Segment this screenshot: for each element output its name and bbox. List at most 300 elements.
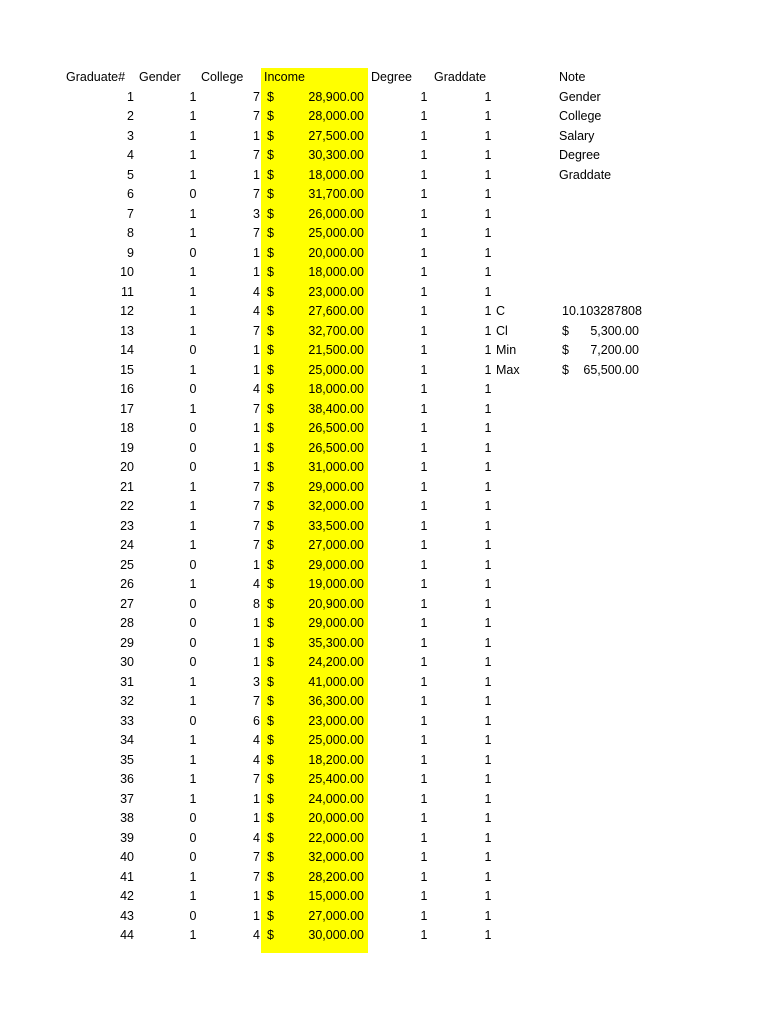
- cell-graduate[interactable]: 21: [120, 479, 134, 494]
- cell-income[interactable]: 29,000.00: [308, 557, 364, 572]
- cell-income-currency[interactable]: $: [267, 362, 274, 377]
- cell-degree[interactable]: 1: [420, 382, 428, 396]
- cell-graduate[interactable]: 2: [127, 109, 134, 123]
- cell-graduate[interactable]: 25: [120, 557, 134, 572]
- cell-gender[interactable]: 1: [189, 265, 197, 279]
- cell-graduate[interactable]: 14: [120, 343, 134, 357]
- cell-degree[interactable]: 1: [420, 421, 428, 435]
- cell-income-currency[interactable]: $: [267, 616, 274, 630]
- cell-income[interactable]: 30,300.00: [308, 148, 364, 162]
- cell-income[interactable]: 27,500.00: [308, 128, 364, 143]
- cell-college[interactable]: 1: [253, 460, 260, 474]
- cell-graduate[interactable]: 24: [120, 538, 134, 552]
- cell-graduate[interactable]: 44: [120, 928, 134, 942]
- cell-college[interactable]: 7: [253, 850, 260, 864]
- cell-graduate[interactable]: 41: [120, 869, 134, 884]
- cell-income-currency[interactable]: $: [267, 401, 274, 416]
- cell-income-currency[interactable]: $: [267, 577, 274, 591]
- cell-income-currency[interactable]: $: [267, 928, 274, 942]
- cell-income[interactable]: 23,000.00: [308, 713, 364, 728]
- cell-gender[interactable]: 1: [189, 791, 197, 806]
- cell-income[interactable]: 33,500.00: [308, 518, 364, 533]
- stat-label[interactable]: Max: [496, 362, 520, 377]
- cell-gender[interactable]: 1: [189, 694, 197, 708]
- cell-degree[interactable]: 1: [420, 538, 428, 552]
- cell-graddate[interactable]: 1: [484, 752, 492, 767]
- cell-graduate[interactable]: 17: [120, 401, 134, 416]
- cell-graduate[interactable]: 3: [127, 128, 134, 143]
- cell-income-currency[interactable]: $: [267, 421, 274, 435]
- cell-graduate[interactable]: 4: [127, 148, 134, 162]
- cell-income-currency[interactable]: $: [267, 850, 274, 864]
- cell-gender[interactable]: 1: [189, 869, 197, 884]
- cell-income[interactable]: 26,500.00: [308, 421, 364, 435]
- cell-income-currency[interactable]: $: [267, 206, 274, 221]
- cell-graduate[interactable]: 12: [120, 304, 134, 318]
- cell-degree[interactable]: 1: [420, 460, 428, 474]
- cell-gender[interactable]: 0: [189, 343, 197, 357]
- cell-income-currency[interactable]: $: [267, 830, 274, 845]
- cell-degree[interactable]: 1: [420, 830, 428, 845]
- cell-college[interactable]: 7: [253, 694, 260, 708]
- cell-graddate[interactable]: 1: [484, 694, 492, 708]
- cell-gender[interactable]: 0: [189, 557, 197, 572]
- cell-degree[interactable]: 1: [420, 635, 428, 650]
- header-graduate[interactable]: Graduate#: [66, 70, 126, 84]
- cell-college[interactable]: 1: [253, 655, 260, 669]
- cell-gender[interactable]: 1: [189, 889, 197, 903]
- header-college[interactable]: College: [201, 70, 244, 84]
- cell-graddate[interactable]: 1: [484, 382, 492, 396]
- cell-income[interactable]: 25,400.00: [308, 772, 364, 786]
- cell-gender[interactable]: 1: [189, 128, 197, 143]
- cell-graddate[interactable]: 1: [484, 421, 492, 435]
- cell-degree[interactable]: 1: [420, 206, 428, 221]
- cell-degree[interactable]: 1: [420, 811, 428, 825]
- cell-income-currency[interactable]: $: [267, 109, 274, 123]
- cell-gender[interactable]: 1: [189, 518, 197, 533]
- cell-graddate[interactable]: 1: [484, 187, 492, 201]
- header-gender[interactable]: Gender: [139, 70, 181, 84]
- cell-income[interactable]: 21,500.00: [308, 343, 364, 357]
- cell-gender[interactable]: 0: [189, 245, 197, 260]
- header-graddate[interactable]: Graddate: [434, 70, 487, 84]
- cell-gender[interactable]: 1: [189, 577, 197, 591]
- cell-degree[interactable]: 1: [420, 304, 428, 318]
- cell-degree[interactable]: 1: [420, 148, 428, 162]
- cell-income-currency[interactable]: $: [267, 557, 274, 572]
- cell-income-currency[interactable]: $: [267, 323, 274, 338]
- cell-income-currency[interactable]: $: [267, 518, 274, 533]
- cell-college[interactable]: 7: [253, 869, 260, 884]
- cell-college[interactable]: 7: [253, 772, 260, 786]
- cell-graddate[interactable]: 1: [484, 908, 492, 923]
- cell-graddate[interactable]: 1: [484, 362, 492, 377]
- note-item[interactable]: Degree: [559, 148, 600, 162]
- cell-graduate[interactable]: 11: [121, 284, 134, 299]
- cell-degree[interactable]: 1: [420, 772, 428, 786]
- cell-college[interactable]: 1: [253, 167, 260, 182]
- cell-graduate[interactable]: 39: [120, 830, 134, 845]
- cell-income-currency[interactable]: $: [267, 226, 274, 240]
- cell-gender[interactable]: 0: [189, 421, 197, 435]
- cell-income-currency[interactable]: $: [267, 382, 274, 396]
- cell-college[interactable]: 4: [253, 304, 260, 318]
- cell-degree[interactable]: 1: [420, 557, 428, 572]
- cell-graddate[interactable]: 1: [484, 148, 492, 162]
- cell-college[interactable]: 1: [253, 811, 260, 825]
- cell-college[interactable]: 7: [253, 323, 260, 338]
- cell-graddate[interactable]: 1: [484, 206, 492, 221]
- cell-income[interactable]: 36,300.00: [308, 694, 364, 708]
- cell-graddate[interactable]: 1: [484, 401, 492, 416]
- cell-gender[interactable]: 0: [189, 713, 197, 728]
- cell-gender[interactable]: 0: [189, 616, 197, 630]
- cell-college[interactable]: 7: [253, 499, 260, 513]
- cell-income[interactable]: 27,000.00: [308, 538, 364, 552]
- cell-income[interactable]: 26,000.00: [308, 206, 364, 221]
- cell-graddate[interactable]: 1: [484, 869, 492, 884]
- cell-graduate[interactable]: 23: [120, 518, 134, 533]
- cell-income-currency[interactable]: $: [267, 674, 274, 689]
- cell-gender[interactable]: 1: [189, 323, 197, 338]
- stat-label[interactable]: Cl: [496, 323, 508, 338]
- cell-gender[interactable]: 0: [189, 635, 197, 650]
- stat-label[interactable]: Min: [496, 343, 517, 357]
- cell-gender[interactable]: 1: [189, 304, 197, 318]
- cell-college[interactable]: 7: [253, 401, 260, 416]
- cell-gender[interactable]: 0: [189, 382, 197, 396]
- cell-degree[interactable]: 1: [420, 245, 428, 260]
- cell-income[interactable]: 35,300.00: [308, 635, 364, 650]
- cell-gender[interactable]: 1: [189, 479, 197, 494]
- cell-income[interactable]: 28,000.00: [308, 109, 364, 123]
- cell-graddate[interactable]: 1: [484, 323, 492, 338]
- cell-income[interactable]: 32,000.00: [308, 499, 364, 513]
- cell-gender[interactable]: 1: [189, 499, 197, 513]
- cell-income[interactable]: 27,000.00: [308, 908, 364, 923]
- cell-graduate[interactable]: 27: [120, 596, 134, 611]
- cell-graduate[interactable]: 22: [120, 499, 134, 513]
- cell-graduate[interactable]: 15: [120, 362, 134, 377]
- cell-graduate[interactable]: 37: [120, 791, 134, 806]
- cell-degree[interactable]: 1: [420, 733, 428, 747]
- cell-income[interactable]: 30,000.00: [308, 928, 364, 942]
- cell-graddate[interactable]: 1: [484, 596, 492, 611]
- header-note[interactable]: Note: [559, 70, 586, 84]
- cell-graddate[interactable]: 1: [484, 557, 492, 572]
- cell-college[interactable]: 7: [253, 226, 260, 240]
- cell-graddate[interactable]: 1: [484, 304, 492, 318]
- cell-gender[interactable]: 0: [189, 596, 197, 611]
- note-item[interactable]: Graddate: [559, 167, 612, 182]
- cell-degree[interactable]: 1: [420, 674, 428, 689]
- header-income[interactable]: Income: [264, 70, 305, 84]
- cell-income[interactable]: 18,000.00: [308, 265, 364, 279]
- cell-income[interactable]: 24,200.00: [308, 655, 364, 669]
- cell-gender[interactable]: 1: [189, 284, 197, 299]
- cell-college[interactable]: 7: [253, 109, 260, 123]
- cell-college[interactable]: 7: [253, 187, 260, 201]
- cell-gender[interactable]: 1: [189, 206, 197, 221]
- cell-graduate[interactable]: 32: [120, 694, 134, 708]
- cell-graddate[interactable]: 1: [484, 460, 492, 474]
- cell-graddate[interactable]: 1: [484, 440, 492, 455]
- cell-college[interactable]: 1: [253, 362, 260, 377]
- cell-income[interactable]: 29,000.00: [308, 616, 364, 630]
- cell-gender[interactable]: 1: [189, 109, 197, 123]
- cell-gender[interactable]: 0: [189, 811, 197, 825]
- cell-college[interactable]: 1: [253, 635, 260, 650]
- cell-graduate[interactable]: 9: [127, 245, 134, 260]
- cell-graddate[interactable]: 1: [484, 226, 492, 240]
- cell-college[interactable]: 4: [253, 577, 260, 591]
- cell-gender[interactable]: 0: [189, 655, 197, 669]
- cell-graduate[interactable]: 30: [120, 655, 134, 669]
- cell-graduate[interactable]: 13: [120, 323, 134, 338]
- cell-graddate[interactable]: 1: [484, 791, 492, 806]
- cell-gender[interactable]: 0: [189, 460, 197, 474]
- cell-income-currency[interactable]: $: [267, 869, 274, 884]
- cell-income[interactable]: 31,700.00: [308, 187, 364, 201]
- cell-gender[interactable]: 1: [189, 733, 197, 747]
- cell-graddate[interactable]: 1: [484, 538, 492, 552]
- cell-college[interactable]: 3: [253, 206, 260, 221]
- cell-college[interactable]: 4: [253, 284, 260, 299]
- cell-income-currency[interactable]: $: [267, 343, 274, 357]
- cell-graduate[interactable]: 20: [120, 460, 134, 474]
- cell-income-currency[interactable]: $: [267, 713, 274, 728]
- cell-income[interactable]: 18,200.00: [308, 752, 364, 767]
- cell-degree[interactable]: 1: [420, 518, 428, 533]
- cell-graduate[interactable]: 36: [120, 772, 134, 786]
- cell-graddate[interactable]: 1: [484, 499, 492, 513]
- cell-graddate[interactable]: 1: [484, 830, 492, 845]
- cell-income-currency[interactable]: $: [267, 89, 274, 104]
- cell-degree[interactable]: 1: [420, 499, 428, 513]
- cell-income[interactable]: 18,000.00: [308, 167, 364, 182]
- cell-graduate[interactable]: 28: [120, 616, 134, 630]
- cell-graddate[interactable]: 1: [484, 713, 492, 728]
- cell-degree[interactable]: 1: [420, 596, 428, 611]
- cell-gender[interactable]: 1: [189, 401, 197, 416]
- cell-income-currency[interactable]: $: [267, 772, 274, 786]
- stat-value[interactable]: 5,300.00: [590, 323, 639, 338]
- cell-degree[interactable]: 1: [420, 284, 428, 299]
- cell-income[interactable]: 22,000.00: [308, 830, 364, 845]
- cell-gender[interactable]: 1: [189, 538, 197, 552]
- cell-degree[interactable]: 1: [420, 752, 428, 767]
- cell-graduate[interactable]: 29: [120, 635, 134, 650]
- cell-degree[interactable]: 1: [420, 713, 428, 728]
- cell-graddate[interactable]: 1: [484, 167, 492, 182]
- cell-income-currency[interactable]: $: [267, 694, 274, 708]
- cell-graduate[interactable]: 6: [127, 187, 134, 201]
- stat-currency[interactable]: $: [562, 343, 569, 357]
- cell-income-currency[interactable]: $: [267, 245, 274, 260]
- cell-degree[interactable]: 1: [420, 694, 428, 708]
- cell-college[interactable]: 1: [253, 128, 260, 143]
- cell-degree[interactable]: 1: [420, 401, 428, 416]
- cell-graduate[interactable]: 43: [120, 908, 134, 923]
- stat-value[interactable]: 7,200.00: [590, 343, 639, 357]
- cell-graduate[interactable]: 40: [120, 850, 134, 864]
- cell-gender[interactable]: 0: [189, 187, 197, 201]
- cell-graddate[interactable]: 1: [484, 109, 492, 123]
- cell-income-currency[interactable]: $: [267, 655, 274, 669]
- cell-income[interactable]: 28,900.00: [308, 89, 364, 104]
- cell-degree[interactable]: 1: [420, 323, 428, 338]
- cell-income[interactable]: 25,000.00: [308, 362, 364, 377]
- cell-income-currency[interactable]: $: [267, 791, 274, 806]
- cell-graddate[interactable]: 1: [484, 850, 492, 864]
- cell-graduate[interactable]: 35: [120, 752, 134, 767]
- cell-degree[interactable]: 1: [420, 908, 428, 923]
- cell-gender[interactable]: 1: [189, 928, 197, 942]
- cell-college[interactable]: 1: [253, 421, 260, 435]
- cell-graddate[interactable]: 1: [484, 518, 492, 533]
- cell-graduate[interactable]: 34: [120, 733, 134, 747]
- note-item[interactable]: Gender: [559, 89, 601, 104]
- cell-degree[interactable]: 1: [420, 440, 428, 455]
- cell-income[interactable]: 25,000.00: [308, 733, 364, 747]
- cell-graduate[interactable]: 19: [120, 440, 134, 455]
- cell-graddate[interactable]: 1: [484, 265, 492, 279]
- cell-graduate[interactable]: 1: [127, 89, 134, 104]
- cell-income[interactable]: 20,900.00: [308, 596, 364, 611]
- cell-income-currency[interactable]: $: [267, 440, 274, 455]
- cell-degree[interactable]: 1: [420, 89, 428, 104]
- cell-graddate[interactable]: 1: [484, 928, 492, 942]
- cell-degree[interactable]: 1: [420, 362, 428, 377]
- cell-income-currency[interactable]: $: [267, 811, 274, 825]
- stat-value[interactable]: 65,500.00: [583, 362, 639, 377]
- cell-college[interactable]: 4: [253, 382, 260, 396]
- cell-income[interactable]: 24,000.00: [308, 791, 364, 806]
- cell-graddate[interactable]: 1: [484, 635, 492, 650]
- cell-income[interactable]: 27,600.00: [308, 304, 364, 318]
- cell-income[interactable]: 29,000.00: [308, 479, 364, 494]
- cell-graduate[interactable]: 26: [120, 577, 134, 591]
- cell-graduate[interactable]: 42: [120, 889, 134, 903]
- cell-graduate[interactable]: 5: [127, 167, 134, 182]
- cell-graddate[interactable]: 1: [484, 772, 492, 786]
- cell-degree[interactable]: 1: [420, 265, 428, 279]
- cell-graddate[interactable]: 1: [484, 616, 492, 630]
- cell-degree[interactable]: 1: [420, 109, 428, 123]
- cell-income[interactable]: 32,700.00: [308, 323, 364, 338]
- cell-income-currency[interactable]: $: [267, 187, 274, 201]
- cell-income-currency[interactable]: $: [267, 265, 274, 279]
- cell-graddate[interactable]: 1: [484, 655, 492, 669]
- cell-gender[interactable]: 0: [189, 830, 197, 845]
- cell-degree[interactable]: 1: [420, 791, 428, 806]
- cell-income[interactable]: 20,000.00: [308, 245, 364, 260]
- cell-degree[interactable]: 1: [420, 928, 428, 942]
- cell-graddate[interactable]: 1: [484, 479, 492, 494]
- cell-college[interactable]: 1: [253, 440, 260, 455]
- cell-college[interactable]: 1: [253, 245, 260, 260]
- cell-degree[interactable]: 1: [420, 226, 428, 240]
- cell-income-currency[interactable]: $: [267, 499, 274, 513]
- cell-graduate[interactable]: 10: [120, 265, 134, 279]
- cell-degree[interactable]: 1: [420, 167, 428, 182]
- cell-gender[interactable]: 0: [189, 908, 197, 923]
- cell-gender[interactable]: 1: [189, 362, 197, 377]
- cell-degree[interactable]: 1: [420, 869, 428, 884]
- note-item[interactable]: Salary: [559, 128, 595, 143]
- cell-college[interactable]: 7: [253, 148, 260, 162]
- cell-degree[interactable]: 1: [420, 850, 428, 864]
- cell-college[interactable]: 4: [253, 733, 260, 747]
- cell-college[interactable]: 6: [253, 713, 260, 728]
- cell-graduate[interactable]: 16: [120, 382, 134, 396]
- cell-degree[interactable]: 1: [420, 655, 428, 669]
- cell-graduate[interactable]: 33: [120, 713, 134, 728]
- cell-college[interactable]: 4: [253, 928, 260, 942]
- cell-income[interactable]: 32,000.00: [308, 850, 364, 864]
- cell-college[interactable]: 7: [253, 89, 260, 104]
- cell-college[interactable]: 7: [253, 518, 260, 533]
- cell-income-currency[interactable]: $: [267, 460, 274, 474]
- cell-degree[interactable]: 1: [420, 187, 428, 201]
- cell-income-currency[interactable]: $: [267, 908, 274, 923]
- cell-graddate[interactable]: 1: [484, 284, 492, 299]
- cell-gender[interactable]: 0: [189, 850, 197, 864]
- cell-income-currency[interactable]: $: [267, 889, 274, 903]
- cell-graddate[interactable]: 1: [484, 733, 492, 747]
- cell-gender[interactable]: 0: [189, 440, 197, 455]
- cell-gender[interactable]: 1: [189, 148, 197, 162]
- cell-income-currency[interactable]: $: [267, 752, 274, 767]
- cell-income[interactable]: 18,000.00: [308, 382, 364, 396]
- cell-degree[interactable]: 1: [420, 343, 428, 357]
- cell-college[interactable]: 1: [253, 791, 260, 806]
- cell-graduate[interactable]: 31: [120, 674, 134, 689]
- cell-graduate[interactable]: 38: [120, 811, 134, 825]
- cell-income[interactable]: 15,000.00: [308, 889, 364, 903]
- cell-graduate[interactable]: 7: [127, 206, 134, 221]
- cell-degree[interactable]: 1: [420, 889, 428, 903]
- cell-graduate[interactable]: 18: [120, 421, 134, 435]
- cell-degree[interactable]: 1: [420, 577, 428, 591]
- cell-college[interactable]: 1: [253, 889, 260, 903]
- header-degree[interactable]: Degree: [371, 70, 412, 84]
- cell-income[interactable]: 31,000.00: [308, 460, 364, 474]
- cell-graddate[interactable]: 1: [484, 245, 492, 260]
- cell-income[interactable]: 23,000.00: [308, 284, 364, 299]
- cell-college[interactable]: 4: [253, 830, 260, 845]
- cell-income-currency[interactable]: $: [267, 635, 274, 650]
- cell-income-currency[interactable]: $: [267, 304, 274, 318]
- cell-graddate[interactable]: 1: [484, 128, 492, 143]
- cell-graddate[interactable]: 1: [484, 811, 492, 825]
- cell-income-currency[interactable]: $: [267, 128, 274, 143]
- cell-income[interactable]: 25,000.00: [308, 226, 364, 240]
- cell-graddate[interactable]: 1: [484, 89, 492, 104]
- cell-gender[interactable]: 1: [189, 226, 197, 240]
- stat-currency[interactable]: $: [562, 362, 569, 377]
- cell-graddate[interactable]: 1: [484, 674, 492, 689]
- cell-degree[interactable]: 1: [420, 128, 428, 143]
- cell-college[interactable]: 7: [253, 538, 260, 552]
- stat-value[interactable]: 10.103287808: [562, 304, 642, 318]
- cell-college[interactable]: 8: [253, 596, 260, 611]
- cell-income[interactable]: 28,200.00: [308, 869, 364, 884]
- cell-college[interactable]: 1: [253, 616, 260, 630]
- cell-income-currency[interactable]: $: [267, 733, 274, 747]
- cell-gender[interactable]: 1: [189, 772, 197, 786]
